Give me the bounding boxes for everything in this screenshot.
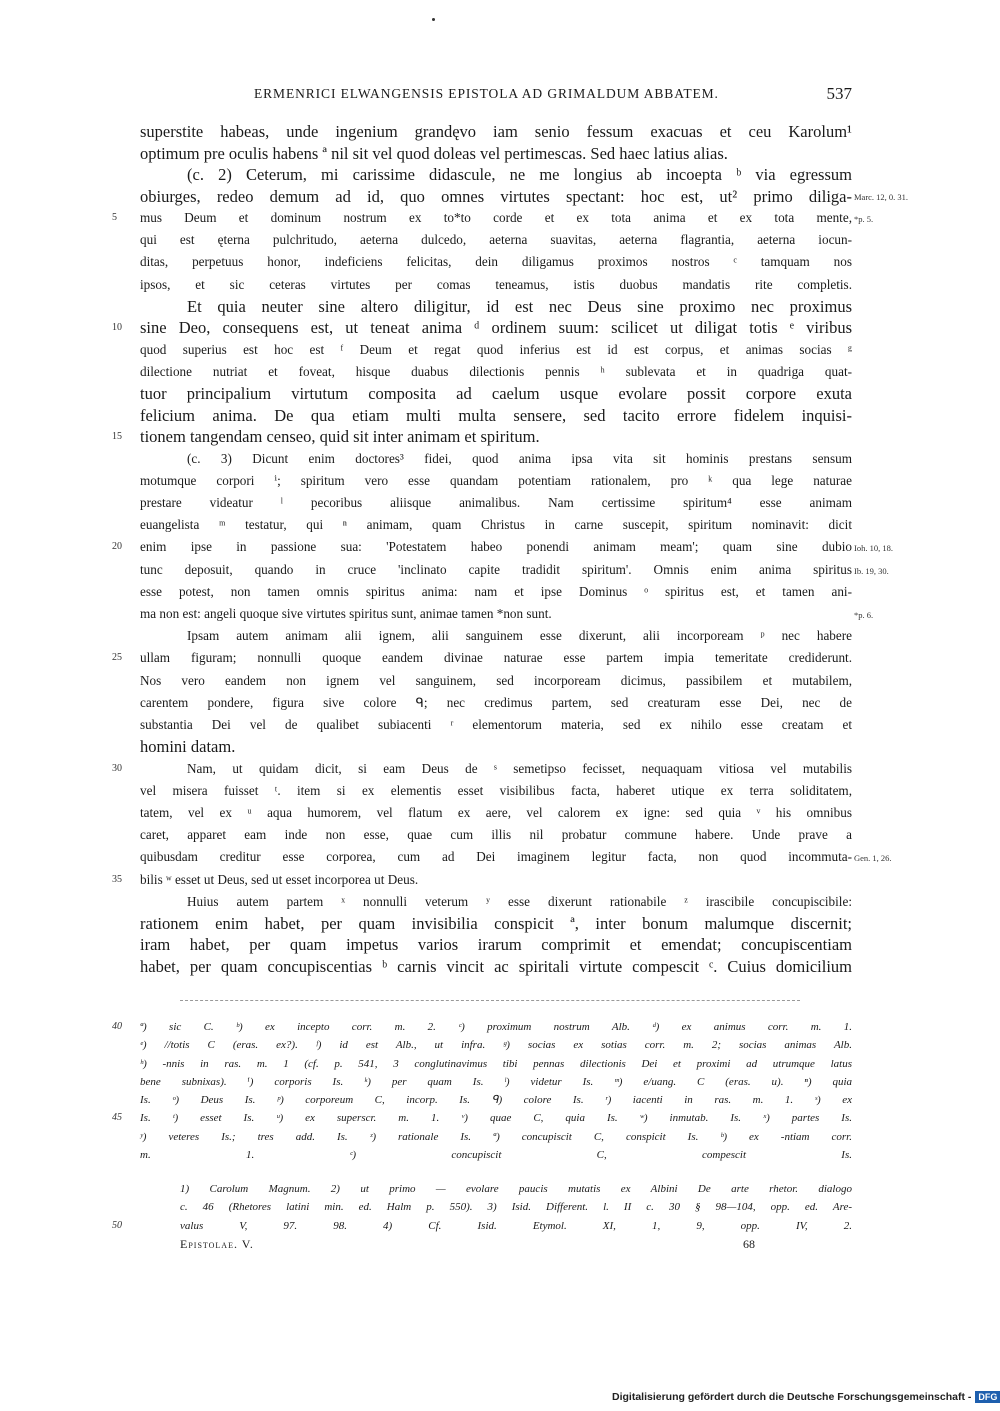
variant-note-line [140, 1073, 852, 1091]
text-line-text: Nam, ut quidam dicit, si eam Deus de ˢ semetipso fecisset, nequaquam vitiosa vel mutabilis [187, 760, 852, 776]
variant-note-line-text: ʸ) veteres Is.; tres add. Is. ᶻ) rationale Is. ª) concupiscit C, conspicit Is. ᵇ) ex -ntiam corr. [140, 1130, 852, 1143]
text-line-text: tionem tangendam censeo, quid sit inter animam et spiritum. [140, 427, 540, 447]
line-number: 35 [112, 873, 122, 885]
margin-reference: *p. 6. [854, 609, 874, 620]
variant-note-line [140, 1055, 852, 1073]
text-line-text: (c. 2) Ceterum, mi carissime didascule, ne me longius ab incoepta ᵇ via egressum [187, 165, 852, 184]
line-number: 50 [112, 1219, 122, 1231]
text-line [140, 956, 852, 978]
text-line [140, 846, 892, 868]
line-number: 45 [112, 1112, 122, 1124]
page-header [140, 86, 852, 108]
variant-note-line [140, 1146, 852, 1164]
text-line-text: vel misera fuisset ᵗ. item si ex elementis esset visibilibus facta, haberet utique ex terra soliditatem, [140, 782, 852, 798]
variant-note-line [112, 1109, 852, 1127]
text-line [140, 559, 889, 581]
text-line-text: quod superius est hoc est ᶠ Deum et regat quod inferius est id est corpus, et animas socias ᵍ [140, 341, 852, 357]
line-number: 10 [112, 322, 122, 334]
text-line-text: enim ipse in passione sua: 'Potestatem habeo ponendi animam meam'; quam sine dubio [140, 539, 852, 555]
source-note-line [180, 1180, 852, 1198]
text-line-text: motumque corpori ⁱ; spiritum vero esse quandam potentiam rationalem, pro ᵏ qua lege naturae [140, 472, 852, 488]
text-line-text: optimum pre oculis habens ª nil sit vel quod doleas vel pertimescas. Sed haec latius alias. [140, 143, 728, 163]
text-line [140, 780, 852, 802]
text-line-text: obiurges, redeo demum ad id, quo omnes virtutes spectant: hoc est, ut² primo diliga- [140, 186, 852, 206]
text-line [140, 383, 852, 405]
margin-reference: Ioh. 10, 18. [854, 543, 893, 554]
variant-note-line [140, 1091, 852, 1109]
text-line [140, 625, 852, 647]
text-line [140, 405, 852, 427]
text-line [140, 470, 852, 492]
margin-reference: Ib. 19, 30. [854, 565, 889, 576]
text-line [112, 647, 852, 669]
variant-note-line-text: ᵉ) //totis C (eras. ex?). ᶠ) id est Alb., ut infra. ᵍ) socias ex sotias corr. m. 2; socias animas Alb. [140, 1039, 852, 1052]
text-line-text: iram habet, per quam impetus varios irarum comprimit et emendat; concupiscentiam [140, 935, 852, 955]
variant-note-line [112, 1018, 852, 1036]
text-line-text: caret, apparet eam inde non esse, quae cum illis nil probatur commune habere. Unde prave a [140, 827, 852, 843]
text-line [112, 869, 852, 891]
text-line-text: tatem, vel ex ᵘ aqua humorem, vel flatum ex aere, vel calorem ex igne: sed quia ᵛ his omnibus [140, 804, 852, 820]
banner-text: Digitalisierung gefördert durch die Deutsche Forschungsgemeinschaft - [612, 1391, 972, 1403]
text-line [140, 229, 852, 251]
text-line-text: superstite habeas, unde ingenium grandęvo iam senio fessum exacuas et ceu Karolum¹ [140, 122, 852, 141]
line-number: 40 [112, 1021, 122, 1032]
text-line-text: carentem pondere, figura sive colore ᑫ; nec credimus partem, sed creaturam esse Dei, nec de [140, 694, 852, 710]
text-line-text: dilectione nutriat et foveat, hisque duabus dilectionis pennis ʰ sublevata et in quadriga quat- [140, 363, 852, 379]
digitization-banner [612, 1391, 998, 1405]
text-line-text: Nos vero eandem non ignem vel sanguinem, sed incorpoream dicimus, passibilem et mutabilem, [140, 672, 852, 688]
running-head: ERMENRICI ELWANGENSIS EPISTOLA AD GRIMALDUM ABBATEM. [254, 86, 719, 101]
variant-note-line [140, 1036, 852, 1054]
text-line-text: mus Deum et dominum nostrum ex to*to corde et ex tota anima et ex tota mente, [140, 210, 852, 225]
text-line-text: homini datam. [140, 737, 236, 757]
text-line [140, 251, 852, 273]
line-number: 20 [112, 541, 122, 553]
text-line-text: habet, per quam concupiscentias ᵇ carnis vincit ac spiritali virtute compescit ᶜ. Cuius domicilium [140, 956, 852, 976]
text-line-text: bilis ʷ esset ut Deus, sed ut esset incorporea ut Deus. [140, 871, 419, 887]
text-line [112, 426, 852, 448]
text-line-text: Ipsam autem animam alii ignem, alii sanguinem esse dixerunt, alii incorpoream ᵖ nec habere [187, 628, 852, 644]
text-line [140, 824, 852, 846]
margin-reference: Marc. 12, 0. 31. [854, 191, 909, 202]
line-number: 5 [112, 212, 117, 223]
text-line [140, 603, 874, 625]
text-line [140, 581, 852, 603]
text-line [140, 802, 852, 824]
text-line-text: sine Deo, consequens est, ut teneat anima ᵈ ordinem suum: scilicet ut diligat totis ᵉ viribus [140, 318, 852, 338]
dfg-logo: DFG [975, 1391, 1000, 1403]
text-line-text: substantia Dei vel de qualibet subiacenti ʳ elementorum materia, sed ex nihilo esse creatam et [140, 716, 852, 732]
text-line-text: quibusdam creditur esse corporea, cum ad Dei imaginem legitur facta, non quod incommuta- [140, 849, 852, 865]
source-note-line-text: c. 46 (Rhetores latini min. ed. Halm p. 550). 3) Isid. Different. l. II c. 30 § 98—104, opp. ed. Are- [180, 1201, 852, 1214]
variant-note-line-text: ʰ) -nnis in ras. m. 1 (cf. p. 541, 3 conglutinavimus tibi pennas dilectionis Dei et proximi ad utrumque latus [140, 1057, 852, 1070]
text-line [140, 670, 852, 692]
text-line [140, 186, 909, 208]
text-line [140, 692, 852, 714]
signature-mark: Epistolae. V. [180, 1237, 254, 1251]
source-footnotes [112, 1180, 852, 1235]
text-line-text: tunc deposuit, quando in cruce 'inclinato capite tradidit spiritum'. Omnis enim anima spiritus [140, 561, 852, 577]
text-line-text: (c. 3) Dicunt enim doctores³ fidei, quod anima ipsa vita sit hominis prestans sensum [187, 450, 852, 466]
source-note-line-text: 1) Carolum Magnum. 2) ut primo — evolare paucis mutatis ex Albini De arte rhetor. dialogo [180, 1183, 852, 1195]
text-line-text: esse potest, non tamen omnis spiritus anima: nam et ipse Dominus ᵒ spiritus est, et tamen ani- [140, 583, 852, 599]
text-line-text: prestare videatur ˡ pecoribus aliisque animalibus. Nam certissime spiritum⁴ esse animam [140, 495, 852, 510]
source-note-line [180, 1198, 852, 1216]
line-number: 25 [112, 652, 122, 664]
text-line [112, 758, 852, 780]
text-line-text: Huius autem partem ˣ nonnulli veterum ʸ esse dixerunt rationabile ᶻ irascibile concupiscibile: [187, 893, 852, 909]
footnote-separator [180, 1000, 800, 1001]
text-line [140, 514, 852, 536]
text-line [112, 207, 874, 229]
text-line-text: tuor principalium virtutum composita ad caelum usque evolare possit corpore exuta [140, 384, 852, 404]
text-line [140, 361, 852, 383]
line-number: 15 [112, 431, 122, 443]
signature-number: 68 [743, 1237, 755, 1251]
text-line [140, 934, 852, 956]
main-text [112, 121, 909, 977]
text-line [112, 317, 852, 339]
text-line [140, 492, 852, 514]
text-line [140, 339, 852, 361]
variant-note-line-text: ª) sic C. ᵇ) ex incepto corr. m. 2. ᶜ) proximum nostrum Alb. ᵈ) ex animus corr. m. 1. [140, 1021, 852, 1033]
text-line-text: ma non est: angeli quoque sive virtutes spiritus sunt, animae tamen *non sunt. [140, 605, 552, 621]
text-line [140, 913, 852, 935]
text-line-text: ullam figuram; nonnulli quoque eandem divinae naturae esse partem impia temeritate crediderunt. [140, 650, 852, 666]
text-line-text: qui est ęterna pulchritudo, aeterna dulcedo, aeterna suavitas, aeterna flagrantia, aeterna iocun- [140, 232, 852, 248]
line-number: 30 [112, 762, 122, 774]
text-line [140, 891, 852, 913]
variant-note-line-text: Is. ᵒ) Deus Is. ᵖ) corporeum C, incorp. Is. ᑫ) colore Is. ʳ) iacenti in ras. m. 1. ˢ) ex [140, 1094, 852, 1107]
text-line [112, 536, 893, 558]
text-line [140, 448, 852, 470]
variant-note-line-text: m. 1. ᶜ) concupiscit C, compescit Is. [140, 1149, 852, 1162]
margin-reference: Gen. 1, 26. [854, 853, 892, 864]
text-line [140, 274, 852, 296]
text-line [140, 121, 852, 143]
text-line [140, 714, 852, 736]
text-line-text: euangelista ᵐ testatur, qui ⁿ animam, quam Christus in carne suscepit, spiritum nominavit: dicit [140, 517, 852, 533]
source-note-line [112, 1217, 852, 1235]
variant-note-line-text: Is. ᵗ) esset Is. ᵘ) ex superscr. m. 1. ᵛ) quae C, quia Is. ʷ) inmutab. Is. ˣ) partes Is. [140, 1112, 852, 1125]
page-footer [180, 1237, 852, 1257]
text-line [140, 296, 852, 318]
text-line [140, 143, 852, 165]
source-note-line-text: valus V, 97. 98. 4) Cf. Isid. Etymol. XI, 1, 9, opp. IV, 2. [180, 1219, 852, 1232]
margin-reference: *p. 5. [854, 214, 874, 224]
page-number: 537 [826, 84, 852, 103]
variant-note-line-text: bene subnixas). ⁱ) corporis Is. ᵏ) per quam Is. ˡ) videtur Is. ᵐ) e/uang. C (eras. u). ⁿ) quia [140, 1075, 852, 1088]
text-line-text: felicium anima. De qua etiam multi multa sensere, sed tacito errore fidelem inquisi- [140, 405, 852, 425]
critical-apparatus [112, 1018, 852, 1164]
text-line [140, 736, 852, 758]
text-line-text: ipsos, et sic ceteras virtutes per comas teneamus, istis duobus mandatis rite completis. [140, 276, 852, 292]
text-line-text: ditas, perpetuus honor, indeficiens felicitas, dein diligamus proximos nostros ᶜ tamquam nos [140, 254, 852, 270]
variant-note-line [140, 1128, 852, 1146]
page-speck [432, 18, 435, 21]
text-line-text: rationem enim habet, per quam invisibilia conspicit ª, inter bonum malumque discernit; [140, 913, 852, 933]
text-line-text: Et quia neuter sine altero diligitur, id est nec Deus sine proximo nec proximus [187, 296, 852, 316]
text-line [140, 164, 852, 186]
